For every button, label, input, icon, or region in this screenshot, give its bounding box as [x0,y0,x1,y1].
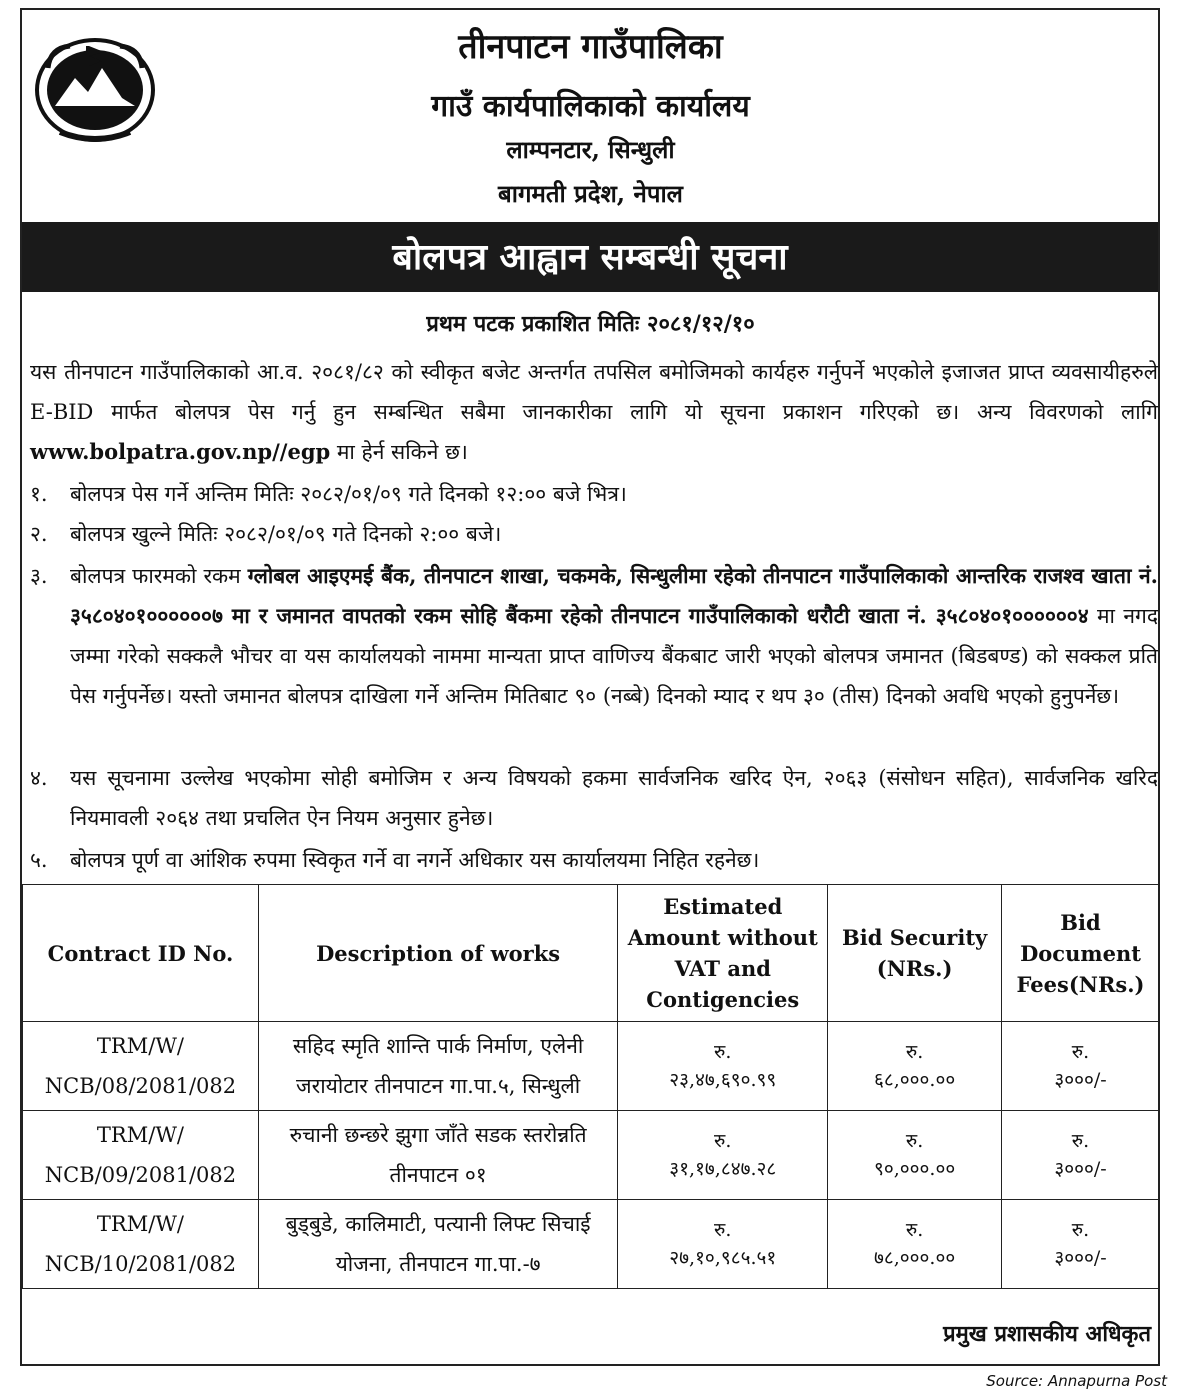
municipality-name: तीनपाटन गाउँपालिका [458,27,723,67]
point-number: ४. [30,766,48,790]
estimated-amount [618,1022,828,1111]
table-header-row [23,885,1160,1022]
fees-value: ३०००/- [1054,1158,1107,1180]
amount-value: २७,१०,९८५.५१ [669,1247,777,1269]
signatory-title: प्रमुख प्रशासकीय अधिकृत [943,1321,1151,1347]
fees-value: ३०००/- [1054,1069,1107,1091]
egp-link[interactable]: www.bolpatra.gov.np//egp [30,439,331,464]
col-description: Description of works [258,885,617,1022]
table-row [23,1200,1160,1289]
bid-security [828,1022,1002,1111]
bid-fees [1002,1022,1160,1111]
point-text: बोलपत्र पेस गर्ने अन्तिम मितिः २०८२/०१/०९ गते दिनको १२:०० बजे भित्र। [70,482,627,506]
currency-prefix: रु. [1071,1219,1090,1241]
currency-prefix: रु. [1071,1041,1090,1063]
point-number: १. [30,482,48,506]
work-description: सहिद स्मृति शान्ति पार्क निर्माण, एलेनी जरायोटार तीनपाटन गा.पा.५, सिन्धुली [258,1022,617,1111]
contracts-table [22,884,1160,1289]
security-value: ७८,०००.०० [873,1247,956,1269]
security-value: ६८,०००.०० [873,1069,956,1091]
intro-paragraph [30,352,1158,472]
currency-prefix: रु. [905,1219,924,1241]
point-number: ५. [30,848,48,872]
bid-fees [1002,1111,1160,1200]
currency-prefix: रु. [1071,1130,1090,1152]
col-bid-fees: Bid Document Fees(NRs.) [1002,885,1160,1022]
point-text: बोलपत्र पूर्ण वा आंशिक रुपमा स्विकृत गर्ने वा नगर्ने अधिकार यस कार्यालयमा निहित रहनेछ। [70,848,760,872]
table-row [23,1111,1160,1200]
publish-date: प्रथम पटक प्रकाशित मितिः २०८१/१२/१० [426,311,755,337]
point-3-text-a: बोलपत्र फारमको रकम [70,564,241,588]
office-name: गाउँ कार्यपालिकाको कार्यालय [431,89,750,124]
point-text: यस सूचनामा उल्लेख भएकोमा सोही बमोजिम र अन्य विषयको हकमा सार्वजनिक खरिद ऐन, २०६३ (संसोधन सहित), सार्वजनिक खरिद नियमावली २०६४ तथा प्रचलित ऐन नियम अनुसार हुनेछ। [70,766,1158,830]
currency-prefix: रु. [905,1041,924,1063]
estimated-amount [618,1111,828,1200]
bank-account-details: ग्लोबल आइएमई बैंक, तीनपाटन शाखा, चकमके, सिन्धुलीमा रहेको तीनपाटन गाउँपालिकाको आन्तरिक राजश्व खाता नं. ३५८०४०१००००००७ मा र जमानत वापतको रकम सोहि बैंकमा रहेको तीनपाटन गाउँपालिकाको धरौटी खाता नं. ३५८०४०१००००००४ [70,563,1158,628]
point-text [70,556,1158,716]
col-bid-security: Bid Security (NRs.) [828,885,1002,1022]
bid-fees [1002,1200,1160,1289]
province-name: बागमती प्रदेश, नेपाल [498,179,683,208]
point-text: बोलपत्र खुल्ने मितिः २०८२/०१/०९ गते दिनको २:०० बजे। [70,522,502,546]
contract-id: TRM/W/ NCB/09/2081/082 [23,1111,259,1200]
office-location: लाम्पनटार, सिन्धुली [506,135,675,164]
contract-id: TRM/W/ NCB/10/2081/082 [23,1200,259,1289]
bid-security [828,1200,1002,1289]
currency-prefix: रु. [714,1219,732,1241]
currency-prefix: रु. [714,1130,732,1152]
work-description: रुचानी छन्छरे झुगा जाँते सडक स्तरोन्नति तीनपाटन ०१ [258,1111,617,1200]
point-3-text-b: मा नगद जम्मा गरेको सक्कलै भौचर वा यस कार्यालयको नाममा मान्यता प्राप्त वाणिज्य बैंकबाट जारी भएको बोलपत्र जमानत (बिडबण्ड) को सक्कल प्रति पेस गर्नुपर्नेछ। यस्तो जमानत बोलपत्र दाखिला गर्ने अन्तिम मितिबाट ९० (नब्बे) दिनको म्याद र थप ३० (तीस) दिनको अवधि भएको हुनुपर्नेछ। [70,604,1158,708]
amount-value: २३,४७,६९०.९९ [669,1069,777,1091]
source-credit: Source: Annapurna Post [986,1372,1167,1390]
point-number: ३. [30,564,48,588]
amount-value: ३१,१७,८४७.२८ [669,1158,777,1180]
bid-security [828,1111,1002,1200]
intro-text-a: यस तीनपाटन गाउँपालिकाको आ.व. २०८१/८२ को स्वीकृत बजेट अन्तर्गत तपसिल बमोजिमको कार्यहरु गर्नुपर्ने भएकोले इजाजत प्राप्त व्यवसायीहरुले E-BID मार्फत बोलपत्र पेस गर्नु हुन सम्बन्धित सबैमा जानकारीका लागि यो सूचना प्रकाशन गरिएको छ। अन्य विवरणको लागि [30,360,1158,424]
contract-id: TRM/W/ NCB/08/2081/082 [23,1022,259,1111]
intro-text-b: मा हेर्न सकिने छ। [336,440,468,464]
table-row [23,1022,1160,1111]
point-number: २. [30,522,48,546]
work-description: बुड्बुडे, कालिमाटी, पत्यानी लिफ्ट सिचाई योजना, तीनपाटन गा.पा.-७ [258,1200,617,1289]
currency-prefix: रु. [714,1041,732,1063]
notice-banner: बोलपत्र आह्वान सम्बन्धी सूचना [22,222,1158,292]
col-contract-id: Contract ID No. [23,885,259,1022]
estimated-amount [618,1200,828,1289]
fees-value: ३०००/- [1054,1247,1107,1269]
currency-prefix: रु. [905,1130,924,1152]
col-estimated-amount: Estimated Amount without VAT and Contigencies [618,885,828,1022]
security-value: ९०,०००.०० [873,1158,956,1180]
